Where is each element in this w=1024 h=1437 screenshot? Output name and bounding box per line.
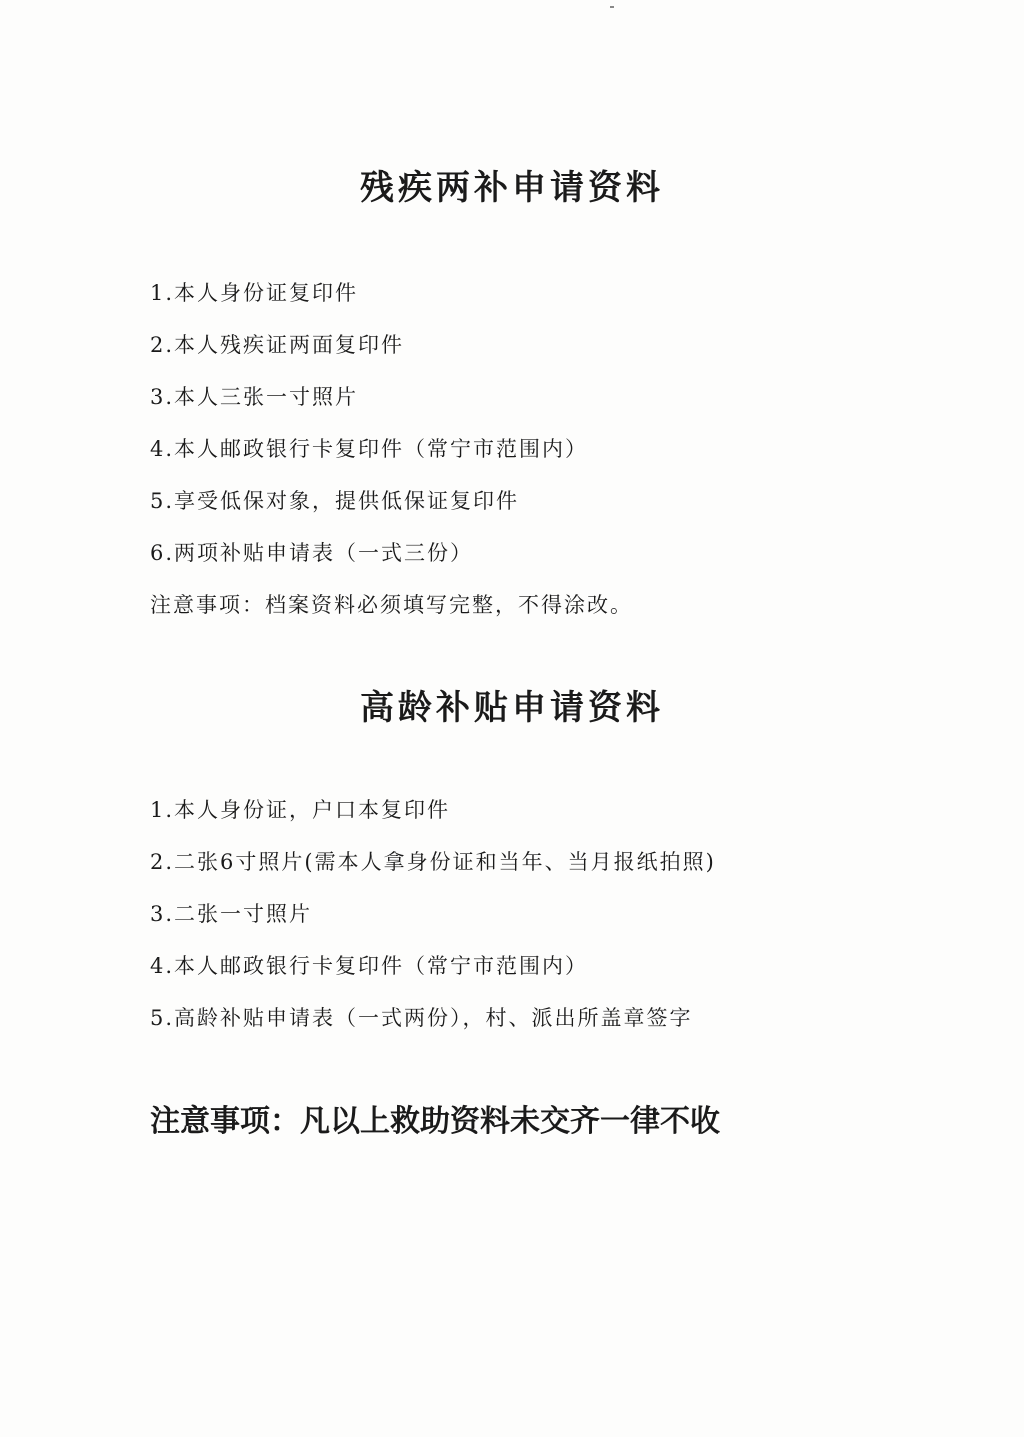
section1-list — [150, 280, 633, 644]
list-item: 4.本人邮政银行卡复印件（常宁市范围内） — [150, 437, 589, 461]
scan-speck — [610, 6, 614, 8]
section1-title: 残疾两补申请资料 — [360, 168, 664, 208]
final-note: 注意事项：凡以上救助资料未交齐一律不收 — [150, 1104, 720, 1139]
list-item: 1.本人身份证，户口本复印件 — [150, 798, 451, 822]
list-item: 5.高龄补贴申请表（一式两份），村、派出所盖章签字 — [150, 1006, 693, 1030]
list-item: 3.本人三张一寸照片 — [150, 385, 359, 409]
list-item: 2.本人残疾证两面复印件 — [150, 333, 405, 357]
list-item: 2.二张6寸照片(需本人拿身份证和当年、当月报纸拍照) — [150, 850, 716, 874]
list-item: 5.享受低保对象，提供低保证复印件 — [150, 489, 520, 513]
section2-list — [150, 797, 716, 1057]
section1-note: 注意事项：档案资料必须填写完整，不得涂改。 — [150, 593, 633, 617]
list-item: 6.两项补贴申请表（一式三份） — [150, 541, 474, 565]
list-item: 1.本人身份证复印件 — [150, 281, 359, 305]
list-item: 3.二张一寸照片 — [150, 902, 313, 926]
list-item: 4.本人邮政银行卡复印件（常宁市范围内） — [150, 954, 589, 978]
section2-title: 高龄补贴申请资料 — [360, 688, 664, 728]
